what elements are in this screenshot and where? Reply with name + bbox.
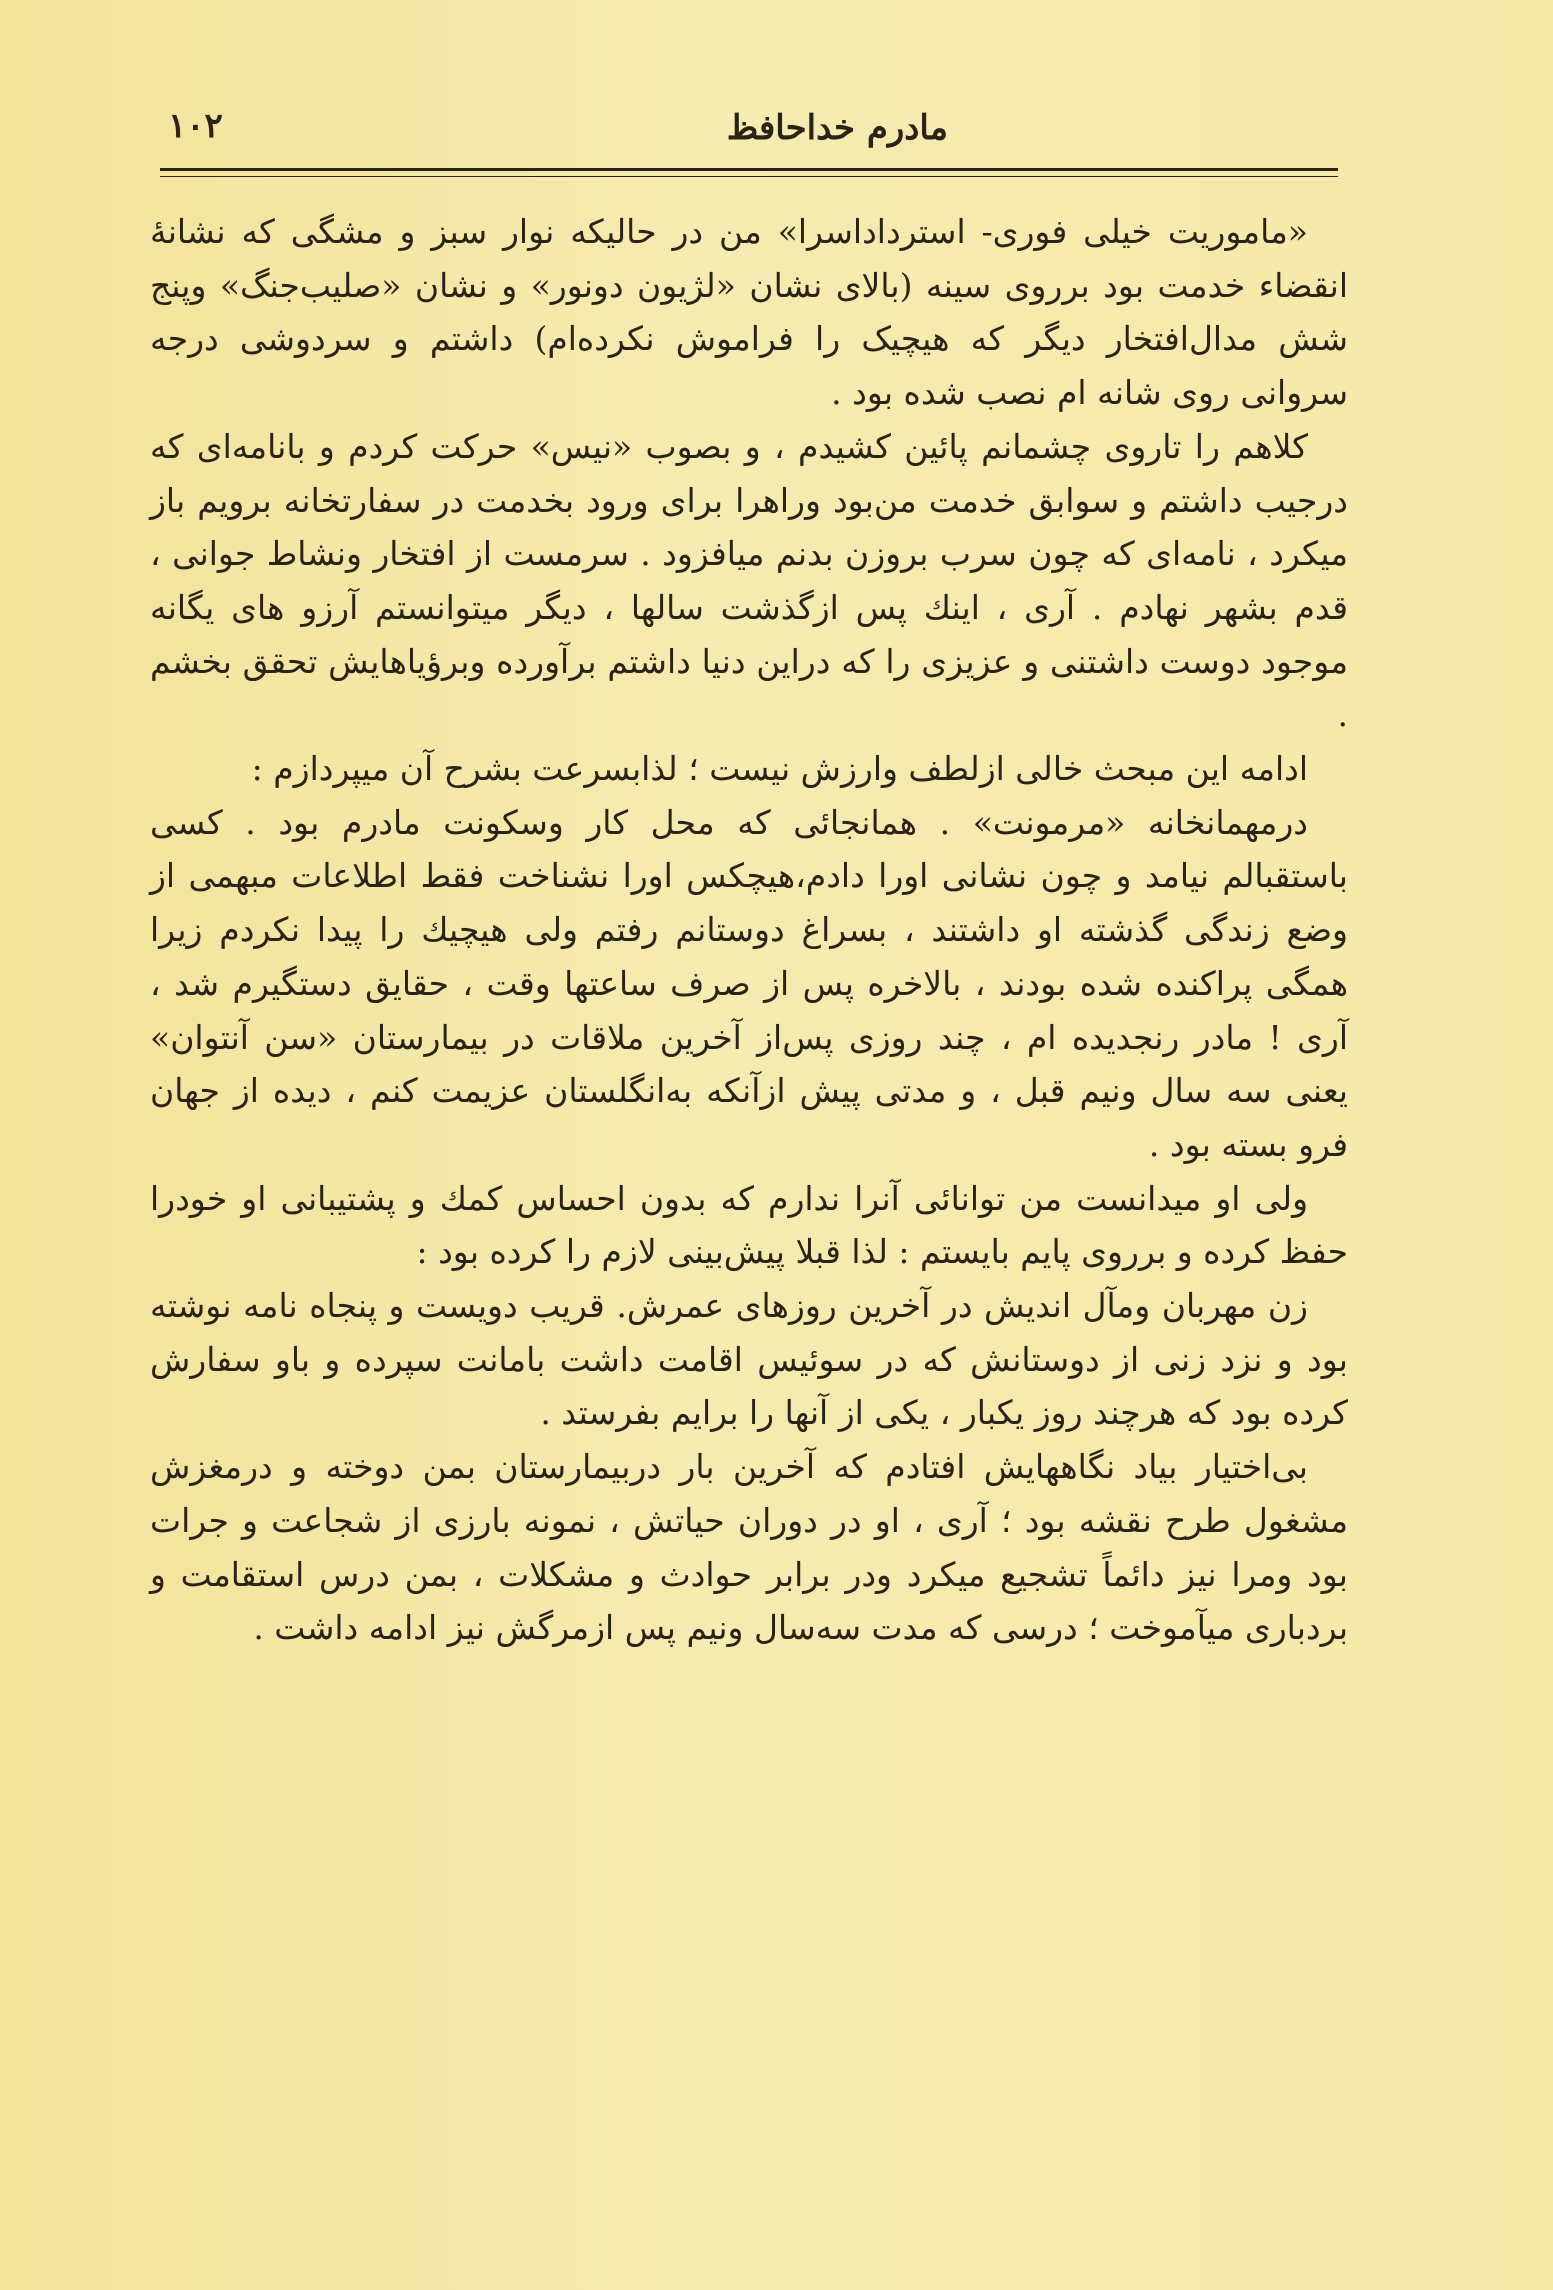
paragraph: «ماموریت خیلی فوری- استردادا‌سرا» من در حالیکه نوار سبز و مشگی که نشانهٔ انقضاء خدمت بود برروی سینه (بالای نشان «لژیون دونور» و نشان «صلیب‌جنگ» وپنج شش مدال‌افتخار دیگر که هیچیک را فراموش نکرده‌ام) داشتم و سردوشی درجه سروانی روی شانه ام نصب شده بود . — [150, 212, 1348, 413]
paragraph: درمهمانخانه «مرمونت» . همانجائی که محل کار وسکونت مادرم بود . کسی باستقبالم نیامد و چون نشانی اورا دادم،هیچکس اورا نشناخت فقط اطلاعات مبهمی از وضع زندگی گذشته او داشتند ، بسراغ دوستانم رفتم ولی هیچیك را پیدا نکردم زیرا همگی پراکنده شده بودند ، بالاخره پس از صرف ساعتها وقت ، حقایق دستگیرم شد ، آری ! مادر رنجدیده ام ، چند روزی پس‌از آخرین ملاقات در بیمارستان «سن آنتوان» یعنی سه سال ونیم قبل ، و مدتی پیش ازآنکه به‌انگلستان عزیمت کنم ، دیده از جهان فرو بسته بود . — [150, 802, 1348, 1164]
paragraph: ولی او میدانست من توانائی آنرا ندارم که بدون احساس کمك و پشتیبانی او خودرا حفظ کرده و برروی پایم بایستم : لذا قبلا پیش‌بینی لازم را کرده بود : — [150, 1178, 1348, 1272]
page-number: ۱۰۲ — [168, 106, 223, 146]
header-rule-thin — [160, 176, 1338, 177]
paragraph: زن مهربان ومآل اندیش در آخرین روزهای عمرش. قریب دویست و پنجاه نامه نوشته بود و نزد زنی از دوستانش که در سوئیس اقامت داشت بامانت سپرده و باو سفارش کرده بود که هرچند روز یکبار ، یکی از آنها را برایم بفرستد . — [150, 1286, 1348, 1433]
running-header — [160, 100, 1338, 160]
body-text — [150, 205, 1348, 1655]
paragraph: کلاهم را تاروی چشمانم پائین کشیدم ، و بصوب «نیس» حرکت کردم و بانامه‌ای که درجیب داشتم و سوابق خدمت من‌بود وراهرا برای ورود بخدمت در سفارتخانه برویم باز میکرد ، نامه‌ای که چون سرب بروزن بدنم میافزود . سرمست از افتخار ونشاط جوانی ، قدم بشهر نهادم . آری ، اینك پس ازگذشت سالها ، دیگر میتوانستم آرزو های یگانه موجود دوست داشتنی و عزیزی را که دراین دنیا داشتم برآورده وبرؤیاهایش تحقق بخشم . — [150, 426, 1348, 735]
header-rule-thick — [160, 168, 1338, 171]
paragraph: بی‌اختیار بیاد نگاههایش افتادم که آخرین بار دربیمارستان بمن دوخته و درمغزش مشغول طرح نقشه بود ؛ آری ، او در دوران حیاتش ، نمونه بارزی از شجاعت و جرات بود ومرا نیز دائماً تشجیع میکرد ودر برابر حوادث و مشکلات ، بمن درس استقامت و بردباری میآموخت ؛ درسی که مدت سه‌سال ونیم پس ازمرگش نیز ادامه داشت . — [150, 1447, 1348, 1648]
paragraph: ادامه این مبحث خالی ازلطف وارزش نیست ؛ لذابسرعت بشرح آن میپردازم : — [251, 749, 1308, 789]
running-title: مادرم خداحافظ — [726, 108, 948, 148]
